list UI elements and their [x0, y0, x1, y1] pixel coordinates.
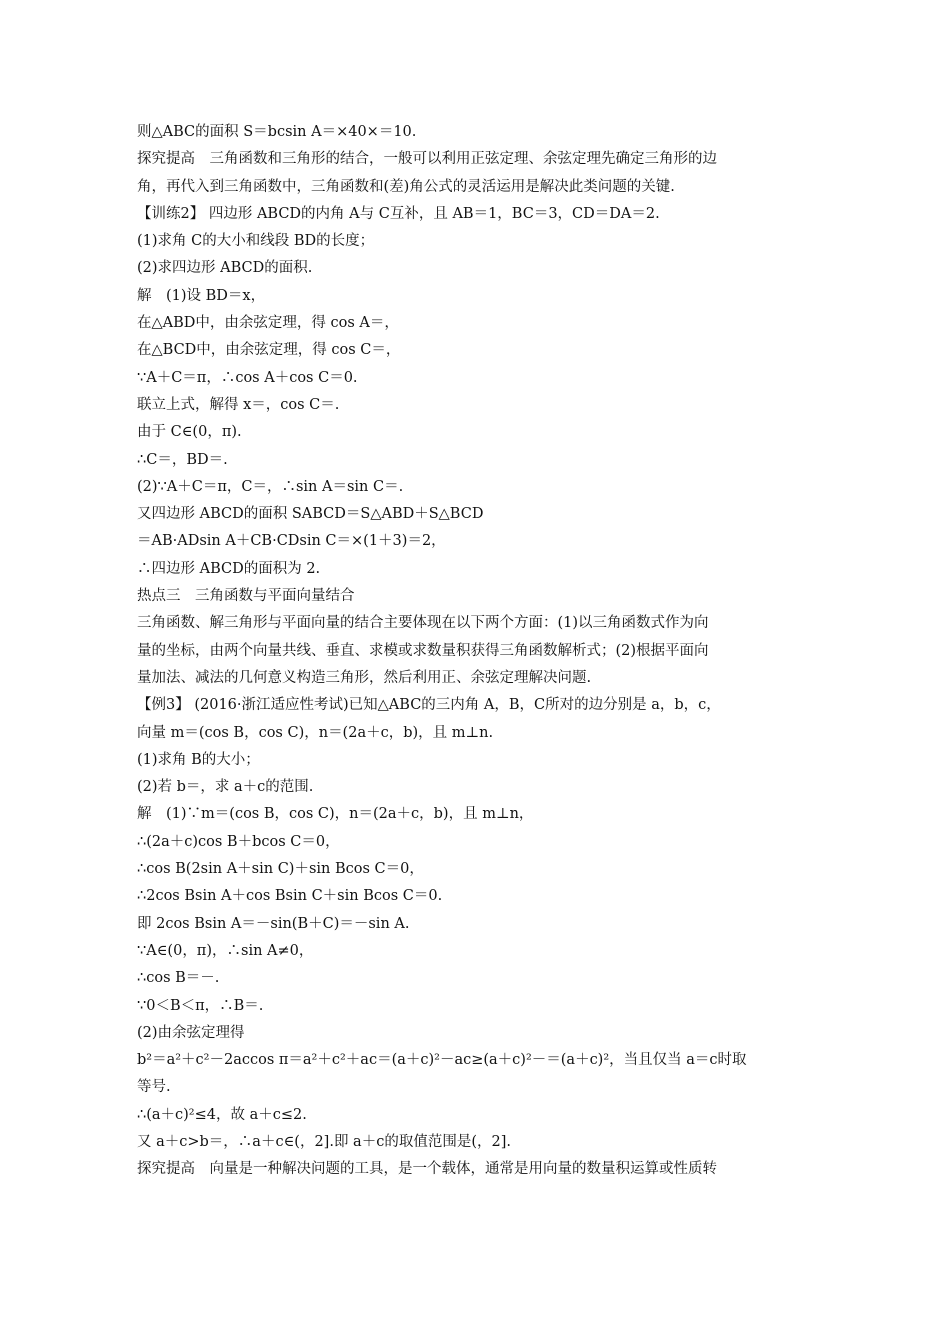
text-line: 解 (1)∵m＝(cos B，cos C)，n＝(2a＋c，b)，且 m⊥n， [137, 806, 534, 823]
text-line: (2)∵A＋C＝π，C＝，∴sin A＝sin C＝. [137, 478, 404, 495]
text-line: 探究提高 三角函数和三角形的结合，一般可以利用正弦定理、余弦定理先确定三角形的边 [137, 151, 717, 168]
text-line: ∵A∈(0，π)，∴sin A≠0， [137, 942, 314, 959]
text-line: (1)求角 C的大小和线段 BD的长度； [137, 233, 375, 250]
text-line: ∵0＜B＜π，∴B＝. [137, 997, 264, 1014]
example-heading: 【例3】 (2016·浙江适应性考试)已知△ABC的三内角 A，B，C所对的边分别是 a，b，c， [137, 697, 721, 714]
text-line: ∴2cos Bsin A＋cos Bsin C＋sin Bcos C＝0. [137, 888, 443, 905]
text-line: ∴(a＋c)²≤4，故 a＋c≤2. [137, 1106, 307, 1123]
text-line: (1)求角 B的大小； [137, 751, 260, 768]
section-heading: 热点三 三角函数与平面向量结合 [137, 588, 355, 605]
text-line: ∴C＝，BD＝. [137, 451, 228, 468]
text-line: 角，再代入到三角函数中，三角函数和(差)角公式的灵活运用是解决此类问题的关键. [137, 178, 675, 195]
text-line: (2)求四边形 ABCD的面积. [137, 260, 313, 277]
text-line: 量的坐标，由两个向量共线、垂直、求模或求数量积获得三角函数解析式；(2)根据平面向 [137, 642, 709, 659]
text-line: 探究提高 向量是一种解决问题的工具，是一个载体，通常是用向量的数量积运算或性质转 [137, 1161, 717, 1178]
text-line: 三角函数、解三角形与平面向量的结合主要体现在以下两个方面：(1)以三角函数式作为向 [137, 615, 709, 632]
text-line: ∴cos B(2sin A＋sin C)＋sin Bcos C＝0， [137, 861, 424, 878]
text-line: 向量 m＝(cos B，cos C)，n＝(2a＋c，b)，且 m⊥n. [137, 724, 494, 741]
text-line: 由于 C∈(0，π). [137, 424, 242, 441]
text-line: 则△ABC的面积 S＝bcsin A＝×40×＝10. [137, 124, 417, 140]
text-line: ∵A＋C＝π，∴cos A＋cos C＝0. [137, 369, 358, 386]
text-line: 在△ABD中，由余弦定理，得 cos A＝， [137, 315, 399, 332]
text-line: 又四边形 ABCD的面积 SABCD＝S△ABD＋S△BCD [137, 506, 484, 523]
text-line: ∴(2a＋c)cos B＋bcos C＝0， [137, 833, 340, 850]
text-line: 在△BCD中，由余弦定理，得 cos C＝， [137, 342, 401, 359]
text-line: 联立上式，解得 x＝，cos C＝. [137, 396, 340, 413]
text-line: 量加法、减法的几何意义构造三角形，然后利用正、余弦定理解决问题. [137, 669, 592, 686]
text-line: ＝AB·ADsin A＋CB·CDsin C＝×(1＋3)＝2， [137, 533, 446, 550]
text-line: b²＝a²＋c²－2accos π＝a²＋c²＋ac＝(a＋c)²－ac≥(a＋c)²－＝(a＋c)²，当且仅当 a＝c时取 [137, 1052, 747, 1069]
text-line: 又 a＋c>b＝，∴a＋c∈(，2].即 a＋c的取值范围是(，2]. [137, 1133, 511, 1150]
text-line: 等号. [137, 1079, 171, 1096]
text-line: (2)若 b＝，求 a＋c的范围. [137, 779, 314, 796]
text-line: ∴四边形 ABCD的面积为 2. [137, 560, 321, 577]
document-body [137, 119, 817, 1184]
exercise-heading: 【训练2】 四边形 ABCD的内角 A与 C互补，且 AB＝1，BC＝3，CD＝DA＝2. [137, 205, 660, 222]
text-line: (2)由余弦定理得 [137, 1024, 245, 1041]
text-line: 解 (1)设 BD＝x， [137, 287, 266, 304]
text-line: 即 2cos Bsin A＝－sin(B＋C)＝－sin A. [137, 915, 410, 932]
text-line: ∴cos B＝－. [137, 970, 220, 987]
